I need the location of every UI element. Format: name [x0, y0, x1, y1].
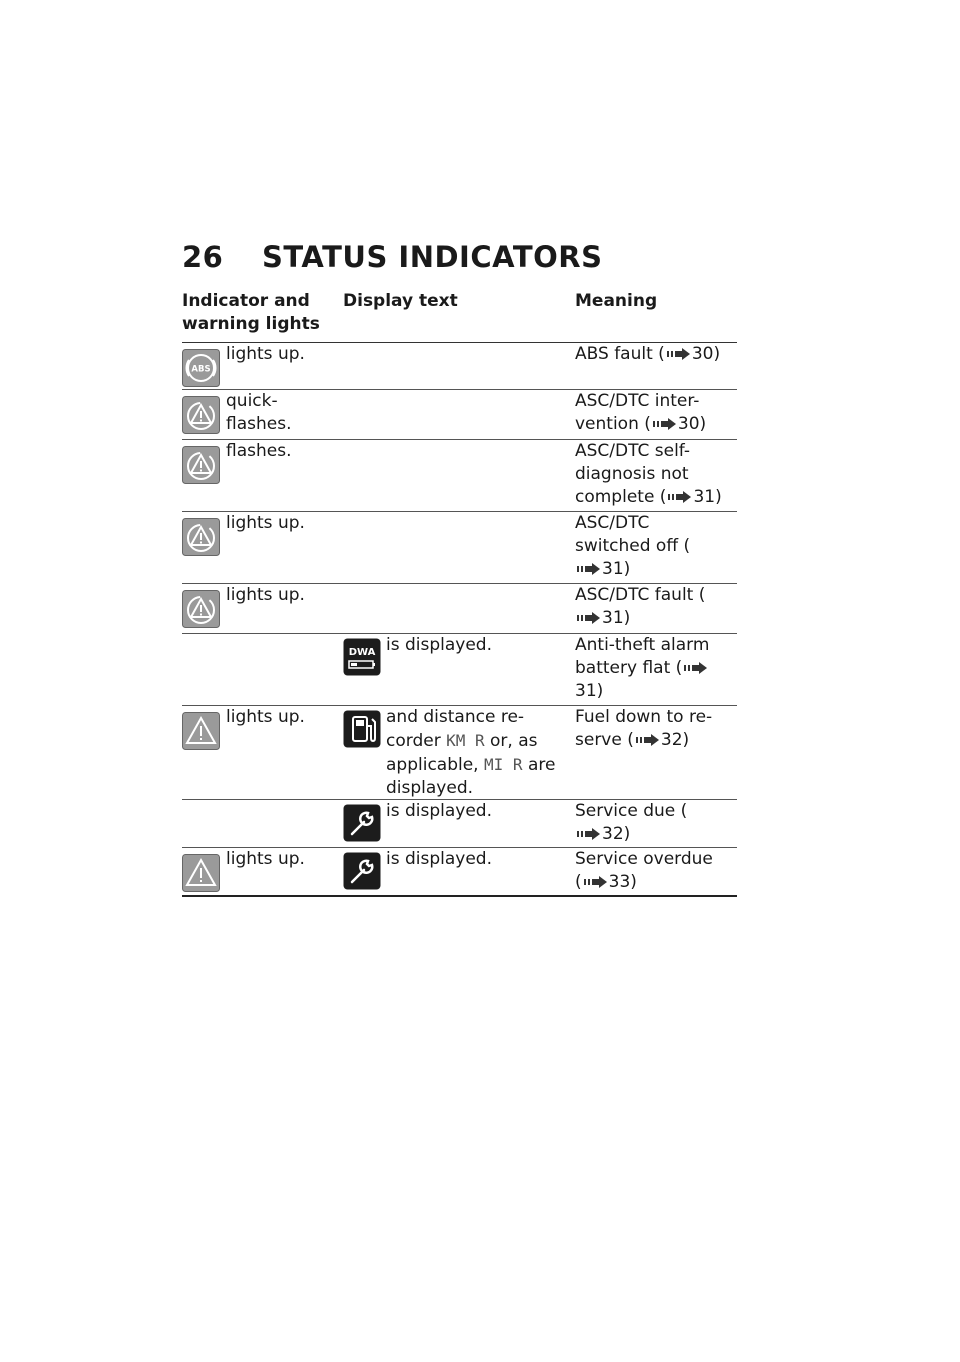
- meaning-text: Anti-theft alarm battery flat (31): [575, 635, 710, 701]
- table-row: [182, 634, 737, 706]
- display-text: is displayed.: [386, 849, 493, 869]
- table-row: [182, 512, 737, 584]
- meaning-text: ASC/DTC fault (31): [575, 585, 706, 628]
- fuel-pump-icon: [343, 710, 381, 748]
- abs-warning-icon: [182, 349, 220, 387]
- asc-warning-triangle-icon: [182, 396, 220, 434]
- table-header: [182, 290, 737, 343]
- meaning-text: ASC/DTC self-diagnosis not complete ( 31): [575, 441, 722, 507]
- table-row: [182, 800, 737, 848]
- display-text: is displayed.: [386, 801, 493, 821]
- asc-warning-triangle-icon: [182, 518, 220, 556]
- status-indicator-table: [182, 290, 737, 897]
- meaning-text: Service due (32): [575, 801, 688, 844]
- page-reference-arrow-icon: [666, 348, 690, 360]
- meaning-text: ASC/DTC inter-vention ( 30): [575, 391, 707, 434]
- wrench-icon: [343, 852, 381, 890]
- header-display-text: Display text: [343, 291, 458, 311]
- table-row: [182, 390, 737, 440]
- asc-warning-triangle-icon: [182, 590, 220, 628]
- page-reference-arrow-icon: [576, 612, 600, 624]
- general-warning-triangle-icon: [182, 854, 220, 892]
- meaning-text: Fuel down to re-serve ( 32): [575, 707, 713, 750]
- section-title: STATUS INDICATORS: [262, 240, 603, 274]
- svg-text:DWA: DWA: [348, 647, 376, 658]
- display-text: is displayed.: [386, 635, 493, 655]
- page-title: [182, 240, 602, 274]
- page-reference-arrow-icon: [652, 418, 676, 430]
- table-row: [182, 584, 737, 634]
- indicator-text: lights up.: [226, 513, 305, 533]
- asc-warning-triangle-icon: [182, 446, 220, 484]
- header-indicator: Indicator and warning lights: [182, 291, 320, 334]
- display-text: and distance re-corder KM R or, as applicable, MI R are displayed.: [386, 707, 556, 798]
- meaning-text: Service overdue ( 33): [575, 849, 713, 892]
- distance-recorder-code: KM R: [446, 731, 485, 750]
- general-warning-triangle-icon: [182, 712, 220, 750]
- meaning-text: ASC/DTC switched off (31): [575, 513, 691, 579]
- indicator-text: lights up.: [226, 707, 305, 727]
- indicator-text: quick-flashes.: [226, 391, 292, 434]
- page-reference-arrow-icon: [576, 563, 600, 575]
- indicator-text: lights up.: [226, 344, 305, 364]
- page-reference-arrow-icon: [667, 491, 691, 503]
- dwa-battery-icon: [343, 638, 381, 676]
- indicator-text: flashes.: [226, 441, 292, 461]
- table-row: [182, 440, 737, 512]
- page-reference-arrow-icon: [683, 662, 707, 674]
- indicator-text: lights up.: [226, 849, 305, 869]
- header-meaning: Meaning: [575, 291, 658, 311]
- distance-recorder-code: MI R: [484, 755, 523, 774]
- table-row: [182, 848, 737, 897]
- page-reference-arrow-icon: [583, 876, 607, 888]
- indicator-text: lights up.: [226, 585, 305, 605]
- page-number: 26: [182, 240, 224, 274]
- svg-text:ABS: ABS: [191, 364, 211, 375]
- page-reference-arrow-icon: [576, 828, 600, 840]
- meaning-text: ABS fault ( 30): [575, 344, 721, 364]
- wrench-icon: [343, 804, 381, 842]
- table-row: [182, 706, 737, 800]
- page-reference-arrow-icon: [635, 734, 659, 746]
- table-row: [182, 343, 737, 390]
